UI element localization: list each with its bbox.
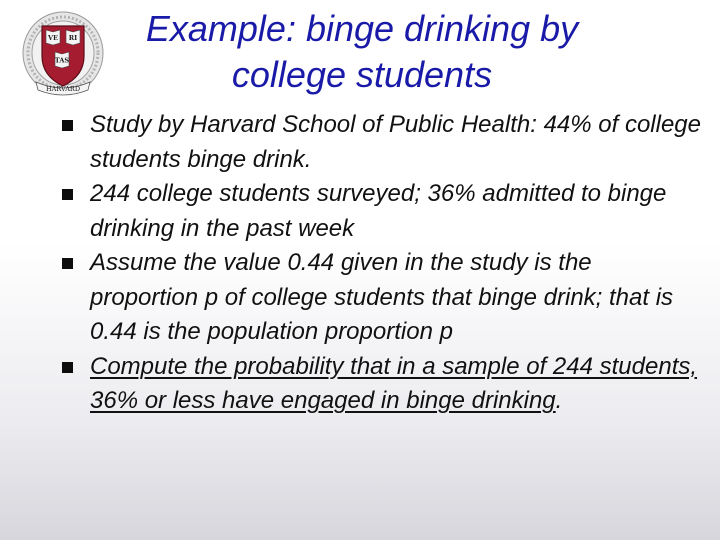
bullet-text: Compute the probability that in a sample of 244 students, 36% or less have engaged in binge drinking: [90, 352, 698, 414]
bullet-text: 244 college students surveyed; 36% admitted to binge drinking in the past week: [90, 180, 667, 242]
square-bullet-icon: [62, 120, 73, 131]
bullet-item: [62, 177, 702, 246]
shield-book-text: VE: [48, 34, 58, 42]
bullet-item: [62, 350, 702, 419]
bullet-list: [62, 108, 702, 419]
bullet-item: [62, 246, 702, 350]
bullet-item: [62, 108, 702, 177]
bullet-text: Study by Harvard School of Public Health: 44% of college students binge drink.: [90, 111, 702, 173]
slide-title: Example: binge drinking by college students: [145, 8, 579, 95]
bullet-trailing-period: .: [555, 387, 563, 414]
square-bullet-icon: [62, 362, 73, 373]
shield-book-text: RI: [68, 34, 78, 42]
shield-book-text: TAS: [54, 56, 70, 65]
harvard-shield-logo: [22, 10, 104, 96]
square-bullet-icon: [62, 258, 73, 269]
shield-banner-text: HARVARD: [45, 85, 81, 93]
bullet-text: Assume the value 0.44 given in the study is the proportion p of college students that binge drink; that is 0.44 is the population proportion p: [90, 249, 674, 345]
square-bullet-icon: [62, 189, 73, 200]
harvard-shield-icon: [22, 10, 104, 96]
